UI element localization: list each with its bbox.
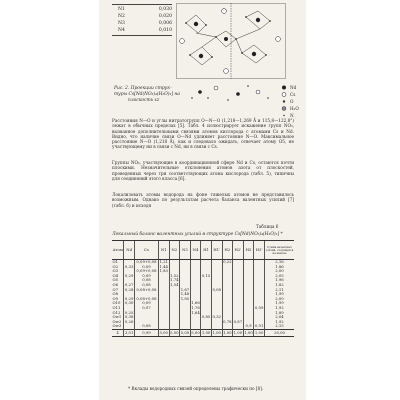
table-cell: O2 xyxy=(112,263,119,269)
column-header: H1' xyxy=(211,241,222,260)
table-cell: 0,09 xyxy=(134,301,158,306)
table-cell: 0,87 xyxy=(233,318,243,324)
table-cell: O7 xyxy=(112,286,119,292)
table-cell: 1,92 xyxy=(265,320,295,325)
table-cell: 1,64 xyxy=(191,309,200,315)
sum-cell: 5,00 xyxy=(159,329,168,335)
legend-item xyxy=(280,84,299,91)
atom-label: N4 xyxy=(118,28,125,33)
table-cell: O8 xyxy=(112,291,119,297)
table-cell: 0,08 xyxy=(134,278,158,283)
crystal-structure-figure xyxy=(176,3,286,79)
table-cell: 0,27 xyxy=(124,281,134,287)
table-cell: 0,08 xyxy=(212,286,221,292)
table-cell: 1,86 xyxy=(265,265,295,270)
table-cell: 2,16 xyxy=(265,260,295,265)
document-page xyxy=(100,0,305,400)
table-cell: 1,52 xyxy=(170,272,179,278)
table-cell: 1,85 xyxy=(180,295,190,301)
column-header: H2 xyxy=(222,241,233,260)
table-cell: 1,21 xyxy=(159,259,168,264)
table-cell: 1,74 xyxy=(170,277,179,283)
column-header: N3 xyxy=(180,241,191,260)
legend-label: Nd xyxy=(290,85,297,90)
column-header: N2 xyxy=(169,241,180,260)
sum-cell: 20,00 xyxy=(265,329,295,336)
legend-item xyxy=(280,91,299,98)
column-header: Cs xyxy=(134,241,158,260)
table-cell: 1,92 xyxy=(265,306,295,311)
table-cell: 1,54 xyxy=(170,281,179,287)
paragraph-3: Локализовать атомы водорода на фоне тяжелых атомов не представилось возможным. Однако по результатам расчета баланса валентных усилий [7] (табл. 6) и исходя xyxy=(112,192,294,208)
table-cell: 0,08 xyxy=(134,283,158,288)
deviation-value: 0,030 xyxy=(158,7,172,12)
table-cell: 1,96 xyxy=(265,278,295,283)
table-footnote: * Вклады водородных связей определены графически по [8]. xyxy=(128,386,264,391)
column-header: Сумма валентных усилий, сходящихся на анионе xyxy=(265,241,295,260)
table-cell: 1,48 xyxy=(180,291,190,297)
table-cell: O10 xyxy=(112,300,121,306)
table-cell: 2,05 xyxy=(265,274,295,279)
table-cell: 0,08+0,08 xyxy=(136,286,157,292)
table-cell: 0,85 xyxy=(201,314,211,320)
sum-cell: 5,00 xyxy=(170,329,179,335)
table-cell: 0,09+0,08 xyxy=(136,259,157,264)
table-cell: 1,44 xyxy=(159,263,168,269)
table-cell: 2,00 xyxy=(265,297,295,302)
table-cell: 0,29 xyxy=(124,295,134,301)
sum-cell: 1,00 xyxy=(201,329,211,335)
table-cell: Ow2 xyxy=(112,318,122,324)
sum-cell: 0,99 xyxy=(134,329,158,336)
legend-label: N xyxy=(290,113,294,118)
molecule-sketch xyxy=(186,82,276,104)
table-cell: 0,08+0,08 xyxy=(136,295,157,301)
table-cell: 0,32 xyxy=(212,314,221,320)
table-cell: 1,67 xyxy=(180,286,190,292)
table-cell: 0,09 xyxy=(134,265,158,270)
figure-legend xyxy=(280,84,299,119)
legend-item xyxy=(280,98,299,105)
sum-cell: 1,00 xyxy=(244,329,253,335)
table-cell: 0,28 xyxy=(124,286,134,292)
sum-cell: 5,00 xyxy=(180,329,190,335)
column-header: H2' xyxy=(233,241,244,260)
filled-dot-icon xyxy=(280,85,288,90)
paragraph-2: Группы NO₃, участвующие в координационной сфере Nd и Cs, остаются почти плоскими. Незначительные отклонения атомов азота от плоскостей, проведенных через три соответствующих атома кислорода (табл. 5), типичны для соединений этого класса [6]. xyxy=(112,160,294,181)
table-cell: 0,26 xyxy=(124,318,134,324)
column-header: H3' xyxy=(254,241,265,260)
table-title: Локальный баланс валентных усилий в структуре Cs[Nd(NO₃)₄(H₂O)₂] * xyxy=(112,232,283,237)
hatched-circle-icon xyxy=(280,106,288,111)
table-cell: 0,33 xyxy=(124,263,134,269)
table-cell: O4 xyxy=(112,272,119,278)
table-cell: 1,76 xyxy=(191,304,200,310)
table-cell: Ow3 xyxy=(112,323,122,329)
legend-label: Cs xyxy=(290,92,296,97)
table-cell: 0,07 xyxy=(134,306,158,311)
top-table-row xyxy=(112,27,172,34)
table-cell: 0,08 xyxy=(134,324,158,329)
table-cell: O3 xyxy=(112,268,119,274)
table-cell: 1,89 xyxy=(265,311,295,316)
table-cell: O12 xyxy=(112,309,121,315)
sum-cell: 5,00 xyxy=(191,329,200,335)
legend-label: O xyxy=(290,99,294,104)
legend-label: H₂O xyxy=(290,106,299,111)
table-cell: 1,82 xyxy=(265,283,295,288)
table-number: Таблица 6 xyxy=(256,224,279,229)
sum-cell: 3,01 xyxy=(124,329,134,335)
column-header: Атом xyxy=(112,241,124,260)
table-cell: 0,9 xyxy=(243,324,254,329)
table-cell: 0,78 xyxy=(223,318,232,324)
table-cell: O5 xyxy=(112,277,119,283)
table-cell: 0,15 xyxy=(201,272,211,278)
table-cell: 0,09 xyxy=(254,304,264,310)
table-cell: 0,38 xyxy=(124,314,134,320)
top-table-row xyxy=(112,20,172,27)
table-cell: 1,99 xyxy=(265,292,295,297)
table-cell: 0,30 xyxy=(124,300,134,306)
open-circle-icon xyxy=(280,92,288,97)
figure-caption: Рис. 2. Проекции струк- туры Cs[Nd(NO₃)₄(H₂O)₂] на плоскость xz xyxy=(114,86,180,103)
atom-label: N3 xyxy=(118,21,125,26)
table-cell: 2,11 xyxy=(265,288,295,293)
small-dot-icon xyxy=(280,99,288,104)
table-cell: 0,22 xyxy=(223,259,232,264)
table-cell: 1,83 xyxy=(159,268,168,274)
sum-cell: 1,00 xyxy=(223,329,232,335)
deviation-value: 0,020 xyxy=(158,14,172,19)
nitrogen-deviation-table xyxy=(112,3,172,37)
sum-cell: 1,00 xyxy=(254,329,264,335)
table-cell: O6 xyxy=(112,281,119,287)
table-cell: O1 xyxy=(112,259,119,264)
table-cell: 0,29 xyxy=(124,272,134,278)
top-table-row xyxy=(112,13,172,20)
table-cell: 2,04 xyxy=(265,315,295,320)
table-cell: 0,91 xyxy=(254,323,264,329)
paragraph-1: Расстояния N—O и углы нитратогрупп O—N—O (1,218—1,269 Å и 115,8—122,8°) лежат в обычных пределах [5]. Табл. 4 иллюстрирует искажение групп NO₃, вызванное дополнительными связями атомов кислорода с атомами Cs и Nd. Видно, что наличие связи O—Nd удлиняет расстояние N—O. Максимальное расстояние N—O (1,218 Å), как и следовало ожидать, отвечает атому O5, не участвующему ни в связи с Nd, ни в связи с Cs. xyxy=(112,118,294,150)
table-cell: Ow1 xyxy=(112,314,122,320)
table-cell: O11 xyxy=(112,304,121,310)
column-header: N1 xyxy=(158,241,169,260)
sum-cell: 1,00 xyxy=(212,329,221,335)
column-header: Nd xyxy=(124,241,135,260)
table-cell: O9 xyxy=(112,295,119,301)
table-cell: 1,99 xyxy=(265,301,295,306)
deviation-value: 0,006 xyxy=(158,21,172,26)
column-header: H1 xyxy=(201,241,212,260)
legend-item xyxy=(280,105,299,112)
top-table-row xyxy=(112,6,172,13)
valence-balance-table xyxy=(112,240,294,337)
table-cell: 0,25 xyxy=(124,309,134,315)
column-header: N4 xyxy=(190,241,201,260)
table-cell: 2,00 xyxy=(265,269,295,274)
deviation-value: 0,010 xyxy=(158,28,172,33)
table-cell: 0,09 xyxy=(134,274,158,279)
table-cell: 1,66 xyxy=(191,300,200,306)
sum-cell: 1,00 xyxy=(233,329,243,335)
column-header: H3 xyxy=(243,241,254,260)
table-cell: 0,09+0,08 xyxy=(136,268,157,274)
atom-label: N2 xyxy=(118,14,125,19)
atom-label: N1 xyxy=(118,7,125,12)
sum-cell: Σ xyxy=(112,329,124,336)
table-cell: 2,15 xyxy=(265,324,295,329)
